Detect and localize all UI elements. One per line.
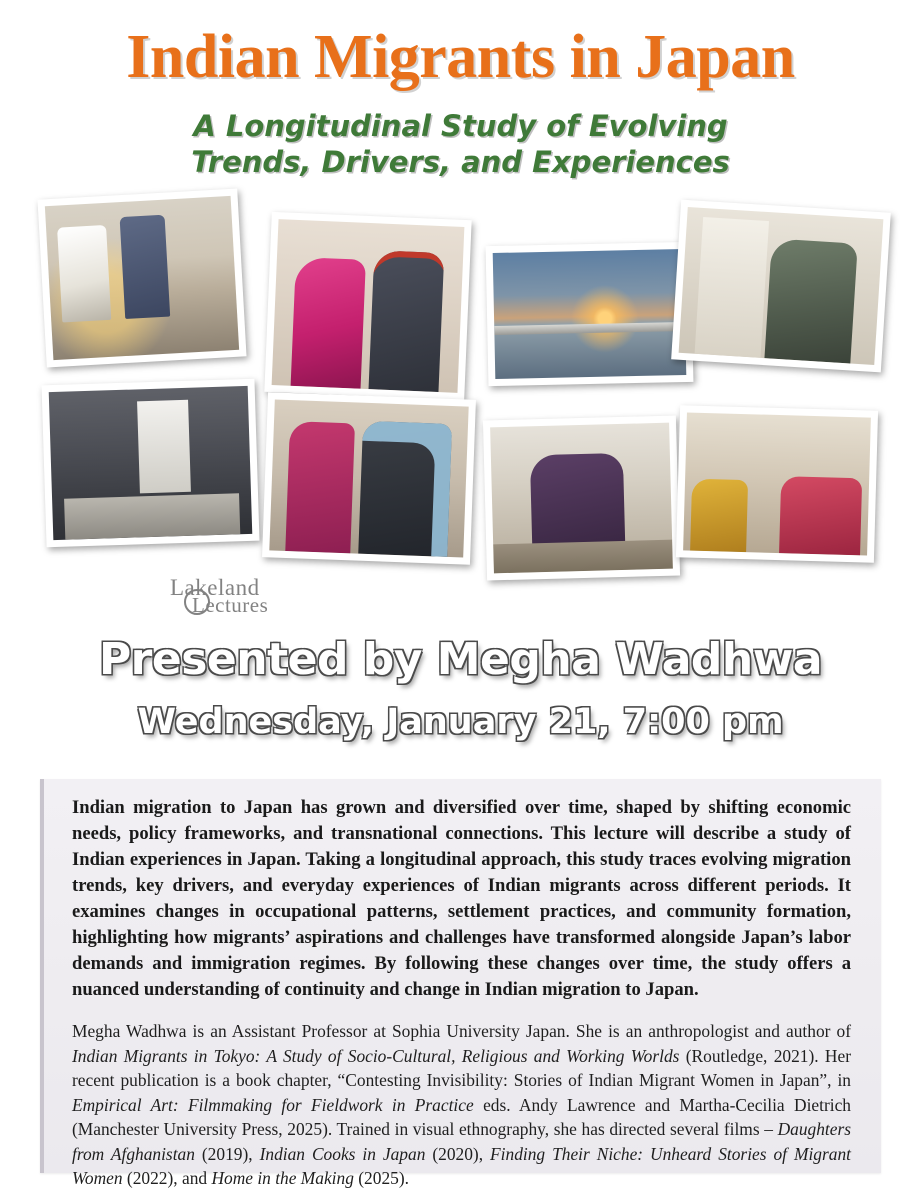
photo-community-gathering-indoors [676, 405, 878, 562]
photo-image [683, 412, 871, 555]
page-title: Indian Migrants in Japan [126, 23, 795, 91]
bio-film-4: Home in the Making [211, 1168, 354, 1188]
bio-title-2: Empirical Art: Filmmaking for Fieldwork in Practice [72, 1094, 474, 1115]
bio-film-3: Finding Their Niche: Unheard Stories of Migrant Women [72, 1143, 851, 1188]
bio-film-2: Indian Cooks in Japan [259, 1143, 426, 1164]
bio-seg-7: (2025). [353, 1168, 409, 1188]
lakeland-lectures-logo [170, 575, 280, 621]
photo-image [272, 219, 465, 393]
photo-collage [0, 186, 921, 596]
bio-seg-2: (Routledge, 2021). Her recent publication is a book chapter, “Contesting Invisibility: Stories of Indian Migrant Women in Japan”, in [72, 1045, 852, 1090]
bio-title-1: Indian Migrants in Tokyo: A Study of Socio-Cultural, Religious and Working Worlds [72, 1045, 680, 1066]
abstract-text: Indian migration to Japan has grown and diversified over time, shaped by shifting economic needs, policy frameworks, and transnational connections. This lecture will describe a study of Indian experiences in Japan. Taking a longitudinal approach, this study traces evolving migration trends, key drivers, and everyday experiences of Indian migrants across different periods. It examines changes in occupational patterns, settlement practices, and community formation, highlighting how migrants’ aspirations and challenges have transformed alongside Japan’s labor demands and immigration regimes. By following these changes over time, the study offers a nuanced understanding of continuity and change in Indian migration to Japan. [72, 797, 851, 1000]
photo-man-resting-on-sofa [483, 416, 680, 581]
photo-woman-seated-by-window [671, 200, 891, 373]
photo-image [679, 207, 884, 365]
logo-line-2: Lectures [192, 593, 269, 617]
photo-couple-in-traditional-dress [264, 212, 471, 400]
photo-image [269, 399, 468, 557]
bio-seg-6: (2022), and [122, 1168, 212, 1188]
photo-man-cooking-in-kitchen [42, 379, 260, 548]
photo-image [493, 249, 687, 379]
event-datetime: Wednesday, January 21, 7:00 pm [137, 702, 784, 742]
speaker-bio [72, 1019, 851, 1191]
bio-film-1: Daughters from Afghanistan [72, 1119, 851, 1164]
photo-puja-ceremony-group [37, 189, 246, 368]
subtitle-line-1: A Longitudinal Study of Evolving [193, 109, 728, 143]
logo-line-1: Lakeland [170, 575, 260, 600]
photo-image [45, 196, 239, 360]
photo-image [490, 423, 673, 574]
description-panel [40, 779, 881, 1188]
bio-seg-3: eds. Andy Lawrence and Martha-Cecilia Dietrich (Manchester University Press, 2025). Trained in visual ethnography, she has directed several films – [72, 1094, 851, 1139]
bio-seg-1: Megha Wadhwa is an Assistant Professor at Sophia University Japan. She is an anthropologist and author of [72, 1021, 851, 1041]
presenter-name: Presented by Megha Wadhwa [98, 634, 823, 685]
page-subtitle [0, 108, 921, 180]
photo-bridge-at-sunset [486, 242, 694, 386]
bio-seg-4: (2019), [194, 1143, 260, 1164]
photo-image [49, 386, 253, 540]
bio-seg-5: (2020), [425, 1143, 491, 1164]
photo-two-women-preparing-food [262, 392, 476, 565]
subtitle-line-2: Trends, Drivers, and Experiences [191, 145, 730, 179]
